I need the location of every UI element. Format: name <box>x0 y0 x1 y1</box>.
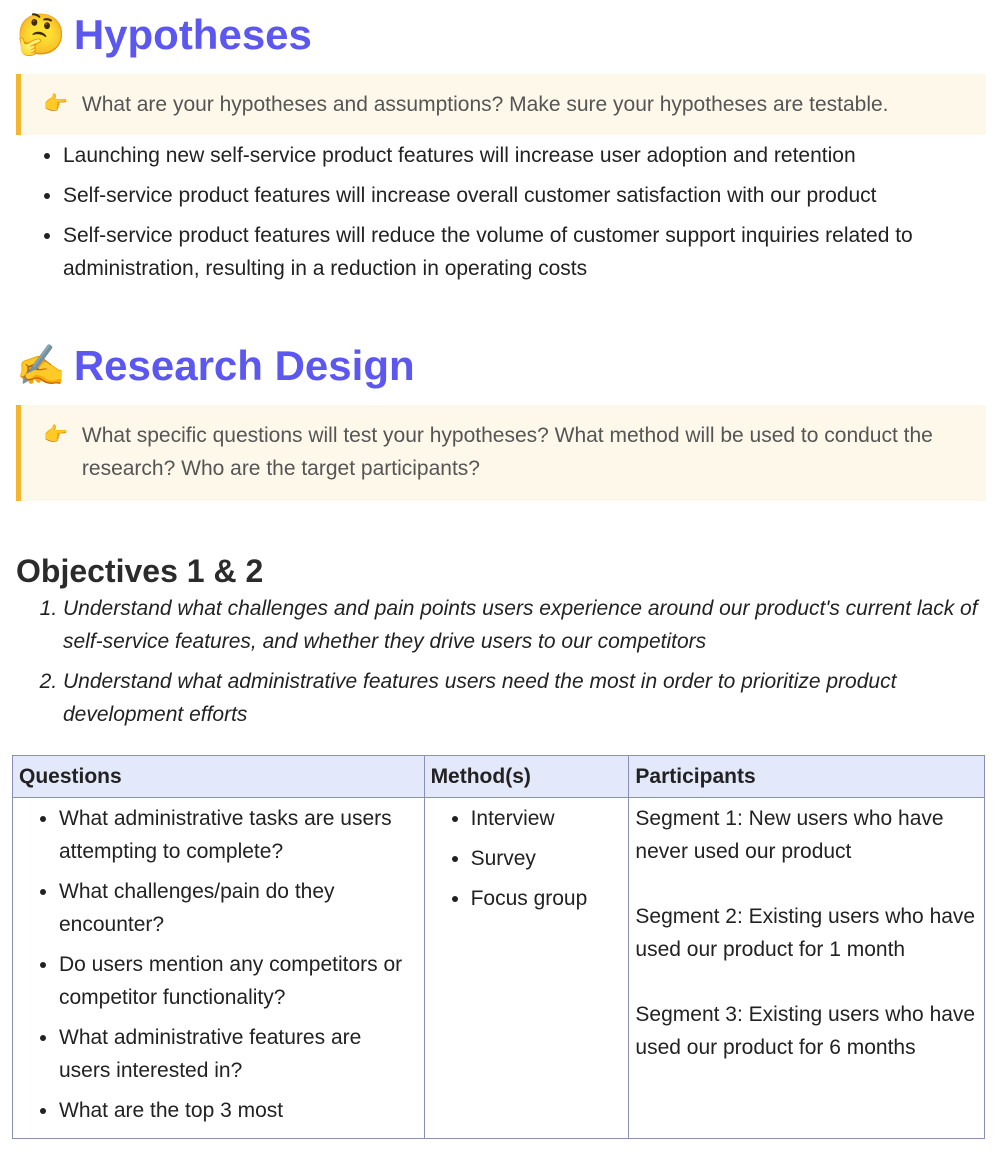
list-item: • Do users mention any competitors or competitor functionality? <box>59 948 418 1014</box>
list-item: • Interview <box>471 802 623 835</box>
research-design-callout <box>16 405 986 501</box>
list-item: • Survey <box>471 842 623 875</box>
table-header-row <box>13 756 985 798</box>
pointing-hand-icon: 👉 <box>43 424 68 447</box>
list-item: • What administrative features are users interested in? <box>59 1021 418 1087</box>
research-design-heading <box>16 343 986 389</box>
participants-header: Participants <box>629 756 985 798</box>
methods-list <box>431 802 623 915</box>
research-design-title: Research Design <box>73 342 415 390</box>
pointing-hand-icon: 👉 <box>43 93 68 116</box>
participant-segment: Segment 3: Existing users who have used our product for 6 months <box>635 1003 976 1060</box>
hypotheses-title: Hypotheses <box>73 11 312 58</box>
objectives-list <box>16 592 986 731</box>
questions-cell <box>13 798 425 1139</box>
participant-segment: Segment 2: Existing users who have used our product for 1 month <box>635 905 976 962</box>
hypotheses-callout <box>16 74 986 135</box>
methods-header: Method(s) <box>424 756 629 798</box>
hypotheses-list <box>16 139 986 285</box>
questions-list <box>19 802 418 1127</box>
list-item: • Self-service product features will reduce the volume of customer support inquiries related to administration, resulting in a reduction in operating costs <box>63 219 986 285</box>
research-design-table <box>12 755 985 1139</box>
research-design-callout-text: What specific questions will test your hypotheses? What method will be used to conduct the research? Who are the target participants? <box>81 424 933 481</box>
list-item: • Focus group <box>471 882 623 915</box>
document-page <box>0 12 1000 1139</box>
participant-segment: Segment 1: New users who have never used our product <box>635 807 944 864</box>
list-item: 2. Understand what administrative features users need the most in order to prioritize product development efforts <box>63 665 986 731</box>
list-item: • What administrative tasks are users attempting to complete? <box>59 802 418 868</box>
table-row <box>13 798 985 1139</box>
list-item: • What are the top 3 most <box>59 1094 418 1127</box>
methods-cell <box>424 798 629 1139</box>
hypotheses-heading <box>16 12 986 58</box>
objectives-heading: Objectives 1 & 2 <box>16 553 264 590</box>
list-item: • Launching new self-service product features will increase user adoption and retention <box>63 139 986 172</box>
list-item: • Self-service product features will increase overall customer satisfaction with our product <box>63 179 986 212</box>
participants-cell <box>629 798 985 1139</box>
writing-hand-icon: ✍️ <box>16 344 66 389</box>
hypotheses-callout-text: What are your hypotheses and assumptions? Make sure your hypotheses are testable. <box>81 93 889 117</box>
list-item: 1. Understand what challenges and pain points users experience around our product's current lack of self-service features, and whether they drive users to our competitors <box>63 592 986 658</box>
list-item: • What challenges/pain do they encounter? <box>59 875 418 941</box>
thinking-face-icon: 🤔 <box>16 13 66 58</box>
questions-header: Questions <box>13 756 425 798</box>
